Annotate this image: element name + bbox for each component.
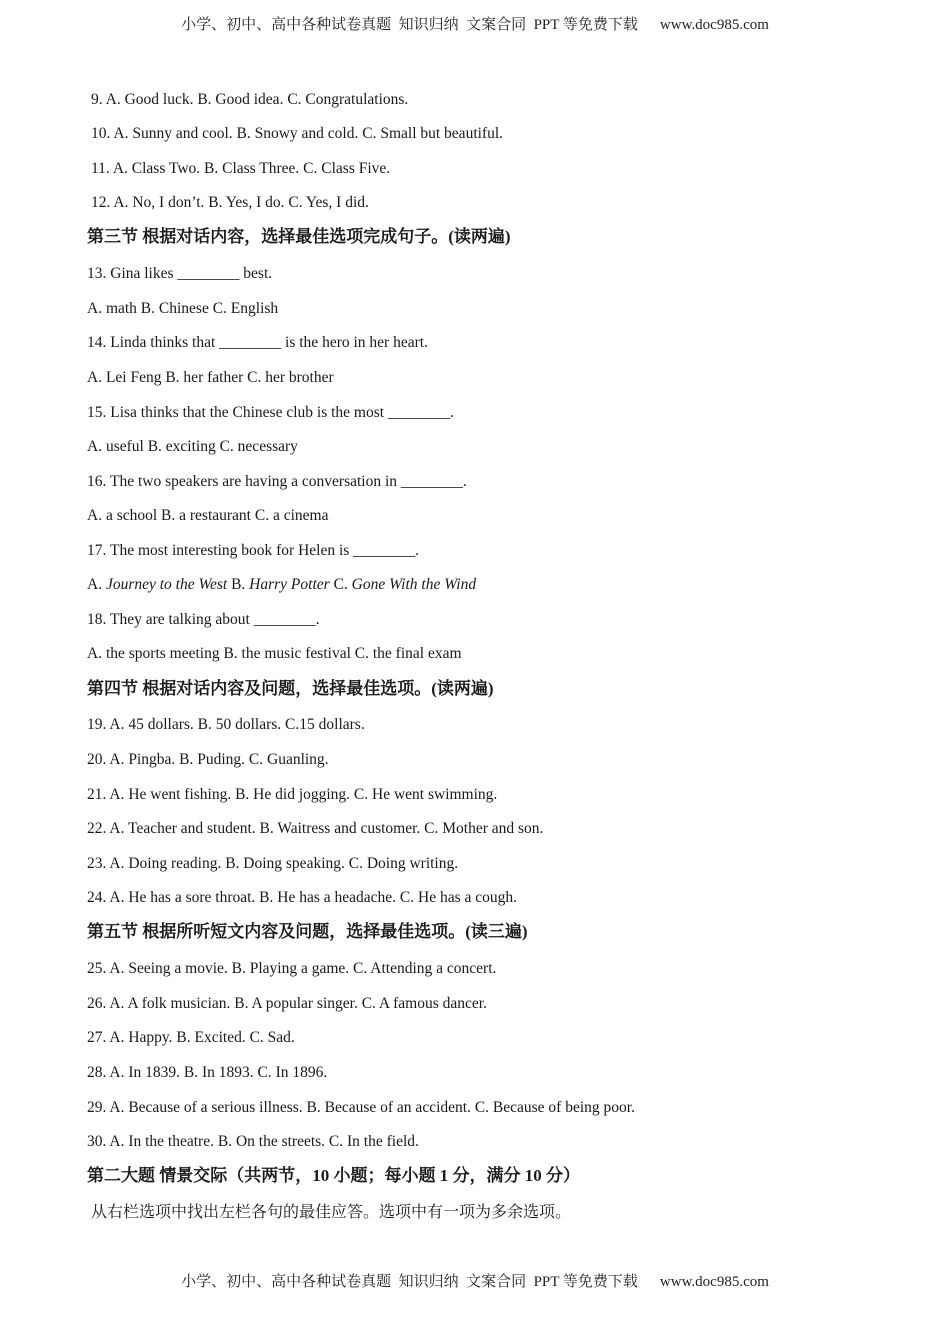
page-footer — [0, 1270, 950, 1291]
question-13: 13. Gina likes ________ best. — [87, 265, 273, 282]
question-11: 11. A. Class Two. B. Class Three. C. Class Five. — [91, 160, 391, 177]
question-17: 17. The most interesting book for Helen is ________. — [87, 542, 420, 559]
book-title-b: Harry Potter — [249, 576, 330, 593]
header-site-link[interactable]: www.doc985.com — [659, 17, 769, 33]
footer-text: 小学、初中、高中各种试卷真题 知识归纳 文案合同 PPT 等免费下载 — [181, 1274, 638, 1290]
question-27: 27. A. Happy. B. Excited. C. Sad. — [87, 1029, 295, 1046]
question-19: 19. A. 45 dollars. B. 50 dollars. C.15 dollars. — [87, 716, 365, 733]
question-28: 28. A. In 1839. B. In 1893. C. In 1896. — [87, 1064, 328, 1081]
question-16: 16. The two speakers are having a conversation in ________. — [87, 473, 467, 490]
options-13: A. math B. Chinese C. English — [87, 300, 279, 317]
question-24: 24. A. He has a sore throat. B. He has a headache. C. He has a cough. — [87, 889, 517, 906]
options-14: A. Lei Feng B. her father C. her brother — [87, 369, 334, 386]
section-5-heading: 第五节 根据所听短文内容及问题，选择最佳选项。(读三遍) — [87, 922, 528, 941]
question-18: 18. They are talking about ________. — [87, 611, 320, 628]
question-30: 30. A. In the theatre. B. On the streets. C. In the field. — [87, 1133, 419, 1150]
option-a-label: A. — [87, 576, 106, 593]
question-21: 21. A. He went fishing. B. He did jogging. C. He went swimming. — [87, 786, 498, 803]
options-16: A. a school B. a restaurant C. a cinema — [87, 507, 329, 524]
section-3-heading: 第三节 根据对话内容，选择最佳选项完成句子。(读两遍) — [87, 227, 511, 246]
question-25: 25. A. Seeing a movie. B. Playing a game. C. Attending a concert. — [87, 960, 497, 977]
question-9: 9. A. Good luck. B. Good idea. C. Congratulations. — [91, 91, 409, 108]
option-b-label: B. — [227, 576, 250, 593]
options-15: A. useful B. exciting C. necessary — [87, 438, 298, 455]
question-22: 22. A. Teacher and student. B. Waitress and customer. C. Mother and son. — [87, 820, 544, 837]
question-12: 12. A. No, I don’t. B. Yes, I do. C. Yes, I did. — [91, 194, 369, 211]
question-26: 26. A. A folk musician. B. A popular singer. C. A famous dancer. — [87, 995, 487, 1012]
question-15: 15. Lisa thinks that the Chinese club is the most ________. — [87, 404, 454, 421]
part-2-instruction: 从右栏选项中找出左栏各句的最佳应答。选项中有一项为多余选项。 — [91, 1204, 572, 1221]
question-23: 23. A. Doing reading. B. Doing speaking. C. Doing writing. — [87, 855, 459, 872]
book-title-a: Journey to the West — [105, 576, 228, 593]
options-18: A. the sports meeting B. the music festival C. the final exam — [87, 645, 462, 662]
option-c-label: C. — [329, 576, 352, 593]
question-10: 10. A. Sunny and cool. B. Snowy and cold. C. Small but beautiful. — [91, 125, 504, 142]
question-29: 29. A. Because of a serious illness. B. Because of an accident. C. Because of being poor. — [87, 1099, 635, 1116]
question-14: 14. Linda thinks that ________ is the hero in her heart. — [87, 334, 428, 351]
footer-site-link[interactable]: www.doc985.com — [659, 1274, 769, 1290]
section-4-heading: 第四节 根据对话内容及问题，选择最佳选项。(读两遍) — [87, 679, 494, 698]
page-header — [0, 13, 950, 34]
header-text: 小学、初中、高中各种试卷真题 知识归纳 文案合同 PPT 等免费下载 — [181, 17, 638, 33]
book-title-c: Gone With the Wind — [351, 576, 477, 593]
options-17 — [87, 575, 476, 595]
part-2-heading: 第二大题 情景交际（共两节，10 小题；每小题 1 分，满分 10 分） — [87, 1166, 580, 1185]
question-20: 20. A. Pingba. B. Puding. C. Guanling. — [87, 751, 329, 768]
